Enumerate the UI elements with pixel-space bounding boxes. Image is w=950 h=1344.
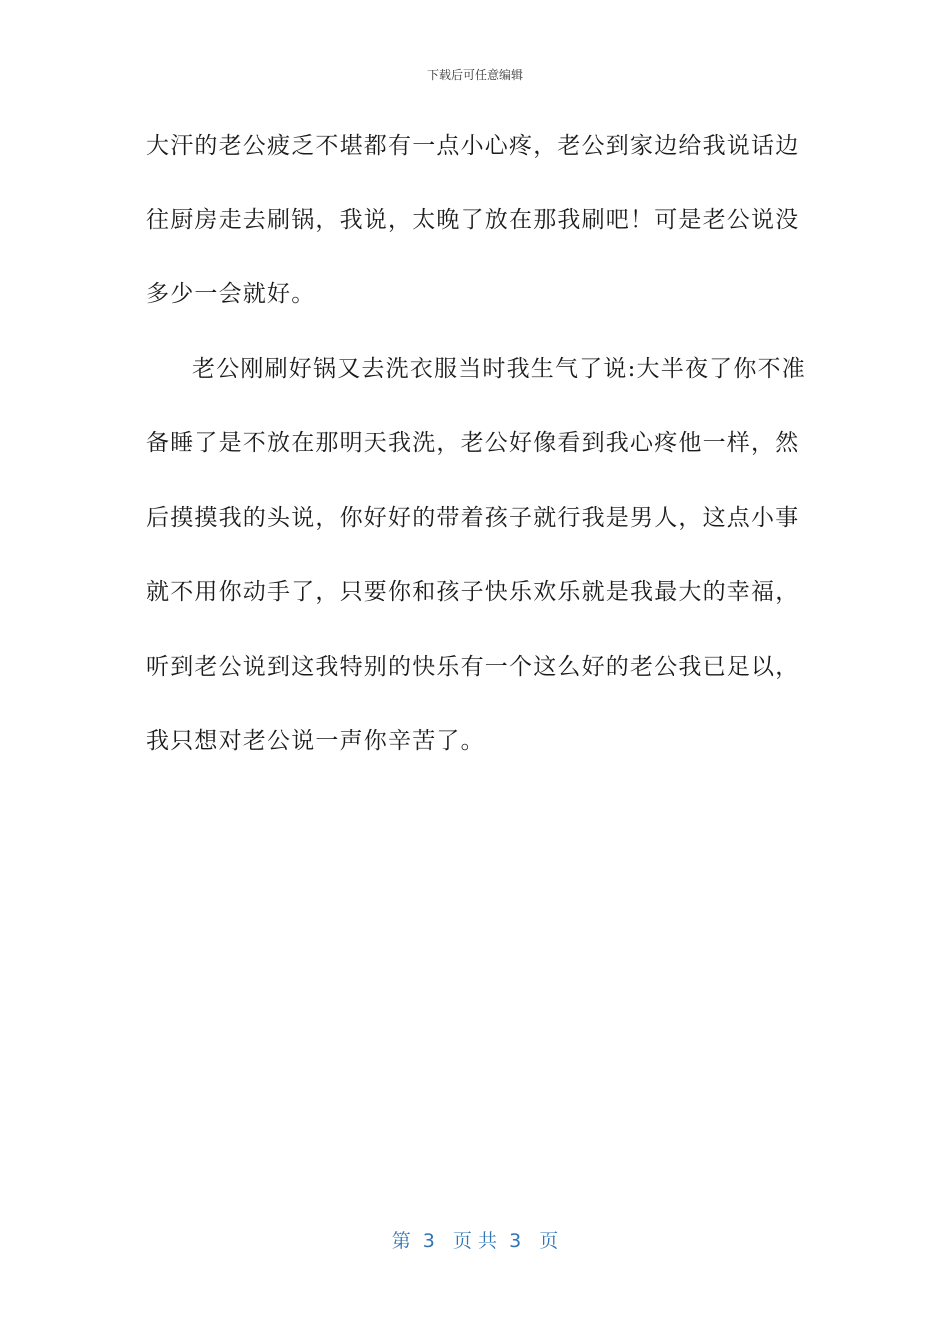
page-number-footer: 第 3 页 共 3 页	[391, 1230, 559, 1252]
text-line: 就不用你动手了，只要你和孩子快乐欢乐就是我最大的幸福，	[146, 579, 800, 605]
text-line: 后摸摸我的头说，你好好的带着孩子就行我是男人，这点小事	[146, 505, 800, 531]
text-line: 听到老公说到这我特别的快乐有一个这么好的老公我已足以，	[146, 654, 800, 680]
text-line: 我只想对老公说一声你辛苦了。	[146, 728, 485, 754]
header-note: 下载后可任意编辑	[426, 68, 523, 82]
text-line: 老公刚刷好锅又去洗衣服当时我生气了说:大半夜了你不准	[192, 356, 806, 382]
text-line: 备睡了是不放在那明天我洗，老公好像看到我心疼他一样，然	[146, 430, 800, 456]
text-line: 多少一会就好。	[146, 281, 316, 307]
text-line: 往厨房走去刷锅，我说，太晚了放在那我刷吧！可是老公说没	[146, 207, 800, 233]
text-line: 大汗的老公疲乏不堪都有一点小心疼，老公到家边给我说话边	[146, 133, 800, 159]
